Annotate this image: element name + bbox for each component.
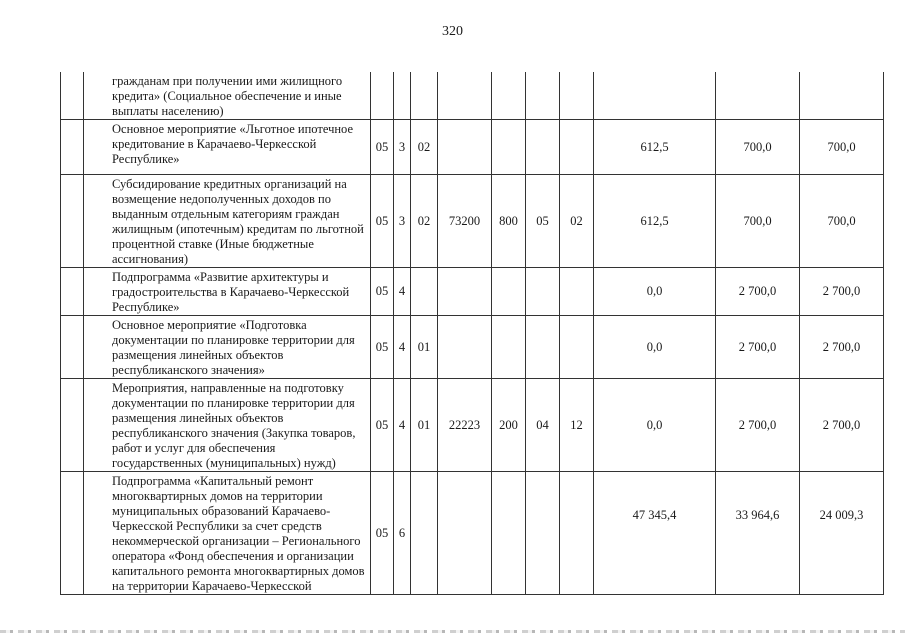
amount-year-1: 612,5 [594, 175, 716, 268]
dir-code [438, 316, 492, 379]
prog-code: 05 [371, 316, 394, 379]
amount-year-2: 700,0 [716, 175, 800, 268]
sub-code [394, 72, 411, 120]
pr-code [560, 268, 594, 316]
dir-code: 73200 [438, 175, 492, 268]
item-name: Субсидирование кредитных организаций на возмещение недополученных доходов по выданным отдельным категориям граждан жилищным (ипотечным) кредитам по льготной процентной ставке (Иные бюджетные ассигнования) [84, 175, 371, 268]
sub-code: 3 [394, 120, 411, 175]
rz-code [526, 268, 560, 316]
amount-year-2: 2 700,0 [716, 268, 800, 316]
rz-code: 04 [526, 379, 560, 472]
amount-year-2: 2 700,0 [716, 316, 800, 379]
amount-year-2 [716, 72, 800, 120]
main-code: 01 [411, 379, 438, 472]
prog-code: 05 [371, 472, 394, 595]
prog-code [371, 72, 394, 120]
rz-code: 05 [526, 175, 560, 268]
table-row [61, 316, 884, 379]
rz-code [526, 120, 560, 175]
main-code: 01 [411, 316, 438, 379]
amount-year-1: 0,0 [594, 316, 716, 379]
main-code: 02 [411, 175, 438, 268]
pr-code [560, 120, 594, 175]
amount-year-2: 700,0 [716, 120, 800, 175]
amount-year-3: 700,0 [800, 120, 884, 175]
amount-year-3: 2 700,0 [800, 268, 884, 316]
vr-code [492, 472, 526, 595]
prog-code: 05 [371, 120, 394, 175]
main-code [411, 268, 438, 316]
page-number: 320 [442, 24, 463, 39]
rz-code [526, 472, 560, 595]
row-index-cell [61, 379, 84, 472]
row-index-cell [61, 120, 84, 175]
amount-year-1: 47 345,4 [594, 472, 716, 595]
prog-code: 05 [371, 268, 394, 316]
table-row [61, 175, 884, 268]
row-index-cell [61, 72, 84, 120]
amount-year-1: 0,0 [594, 268, 716, 316]
item-name: Основное мероприятие «Льготное ипотечное кредитование в Карачаево-Черкесской Республике» [84, 120, 371, 175]
main-code [411, 472, 438, 595]
sub-code: 4 [394, 268, 411, 316]
sub-code: 4 [394, 316, 411, 379]
item-name: Основное мероприятие «Подготовка документации по планировке территории для размещения линейных объектов республиканского значения» [84, 316, 371, 379]
amount-year-1: 612,5 [594, 120, 716, 175]
table-row [61, 120, 884, 175]
dir-code [438, 268, 492, 316]
main-code [411, 72, 438, 120]
vr-code: 200 [492, 379, 526, 472]
table-row [61, 268, 884, 316]
prog-code: 05 [371, 379, 394, 472]
dir-code [438, 472, 492, 595]
pr-code [560, 316, 594, 379]
amount-year-3 [800, 72, 884, 120]
dir-code [438, 72, 492, 120]
sub-code: 6 [394, 472, 411, 595]
amount-year-3: 2 700,0 [800, 316, 884, 379]
amount-year-3: 700,0 [800, 175, 884, 268]
row-index-cell [61, 268, 84, 316]
prog-code: 05 [371, 175, 394, 268]
rz-code [526, 72, 560, 120]
pr-code [560, 472, 594, 595]
item-name: Подпрограмма «Развитие архитектуры и градостроительства в Карачаево-Черкесской Республике» [84, 268, 371, 316]
row-index-cell [61, 175, 84, 268]
vr-code [492, 120, 526, 175]
row-index-cell [61, 472, 84, 595]
vr-code [492, 72, 526, 120]
sub-code: 3 [394, 175, 411, 268]
item-name: гражданам при получении ими жилищного кредита» (Социальное обеспечение и иные выплаты населению) [84, 72, 371, 120]
vr-code: 800 [492, 175, 526, 268]
row-index-cell [61, 316, 84, 379]
vr-code [492, 316, 526, 379]
table-row [61, 472, 884, 595]
amount-year-2: 2 700,0 [716, 379, 800, 472]
pr-code: 02 [560, 175, 594, 268]
rz-code [526, 316, 560, 379]
amount-year-3: 2 700,0 [800, 379, 884, 472]
table-row [61, 379, 884, 472]
budget-table [60, 72, 884, 595]
table-row [61, 72, 884, 120]
amount-year-3: 24 009,3 [800, 472, 884, 595]
main-code: 02 [411, 120, 438, 175]
dir-code: 22223 [438, 379, 492, 472]
amount-year-1: 0,0 [594, 379, 716, 472]
dir-code [438, 120, 492, 175]
amount-year-1 [594, 72, 716, 120]
scan-edge-artifact [0, 630, 905, 633]
pr-code: 12 [560, 379, 594, 472]
amount-year-2: 33 964,6 [716, 472, 800, 595]
item-name: Мероприятия, направленные на подготовку документации по планировке территории для размещения линейных объектов республиканского значения (Закупка товаров, работ и услуг для обеспечения государственных (муниципальных) нужд) [84, 379, 371, 472]
sub-code: 4 [394, 379, 411, 472]
item-name: Подпрограмма «Капитальный ремонт многоквартирных домов на территории муниципальных образований Карачаево-Черкесской Республики за счет средств некоммерческой организации – Регионального оператора «Фонд обеспечения и организации капитального ремонта многоквартирных домов на территории Карачаево-Черкесской [84, 472, 371, 595]
pr-code [560, 72, 594, 120]
vr-code [492, 268, 526, 316]
